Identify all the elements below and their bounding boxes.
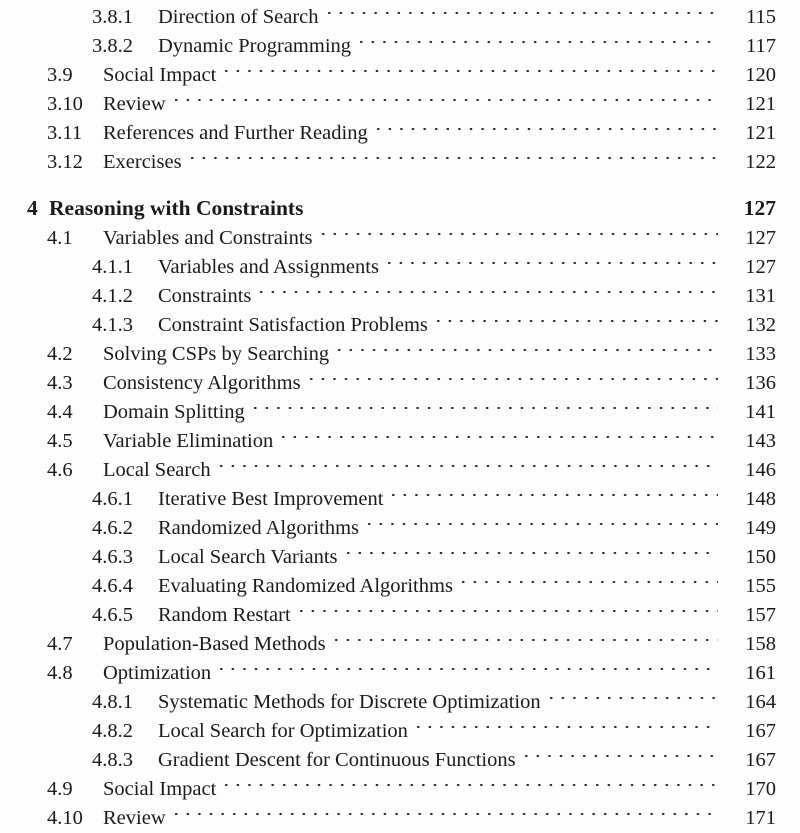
toc-entry-title: Review	[103, 93, 166, 115]
toc-entry-title: Domain Splitting	[103, 401, 245, 423]
toc-entry-title: Constraint Satisfaction Problems	[158, 314, 428, 336]
toc-entry-page-number: 132	[745, 314, 776, 336]
toc-entry-title: References and Further Reading	[103, 122, 368, 144]
toc-entry-row[interactable]	[0, 0, 800, 28]
dot-leader	[260, 273, 718, 302]
toc-entry-row[interactable]	[0, 621, 800, 655]
toc-entry-title: Solving CSPs by Searching	[103, 343, 330, 365]
toc-entry-row[interactable]	[0, 302, 800, 336]
dot-leader	[525, 737, 718, 766]
toc-entry-title: Exercises	[103, 151, 182, 173]
toc-entry-page-number: 150	[745, 546, 776, 568]
toc-entry-title: Gradient Descent for Continuous Functions	[158, 749, 516, 771]
toc-entry-title: Social Impact	[103, 64, 217, 86]
toc-entry-title: Local Search	[103, 459, 211, 481]
toc-entry-number: 4.8.1	[92, 691, 133, 713]
toc-entry-row[interactable]	[0, 563, 800, 597]
toc-entry-title: Constraints	[158, 285, 252, 307]
toc-entry-row[interactable]	[0, 708, 800, 742]
toc-entry-page-number: 122	[745, 151, 776, 173]
dot-leader	[191, 139, 718, 168]
toc-entry-number: 4.1.3	[92, 314, 133, 336]
toc-entry-title: Local Search for Optimization	[158, 720, 408, 742]
toc-entry-title: Randomized Algorithms	[158, 517, 359, 539]
toc-entry-row[interactable]	[0, 679, 800, 713]
toc-entry-row[interactable]	[0, 331, 800, 365]
toc-entry-title: Direction of Search	[158, 6, 319, 28]
toc-entry-number: 4.8	[47, 662, 73, 684]
toc-entry-title: Population-Based Methods	[103, 633, 326, 655]
toc-entry-page-number: 171	[745, 807, 776, 829]
dot-leader	[225, 766, 718, 795]
toc-entry-number: 4.1.1	[92, 256, 133, 278]
toc-entry-number: 4.3	[47, 372, 73, 394]
toc-entry-number: 4.6.1	[92, 488, 133, 510]
toc-entry-page-number: 161	[745, 662, 776, 684]
toc-entry-number: 4.6.3	[92, 546, 133, 568]
toc-entry-page-number: 133	[745, 343, 776, 365]
dot-leader	[328, 0, 718, 23]
dot-leader	[417, 708, 718, 737]
toc-entry-page-number: 141	[745, 401, 776, 423]
dot-leader	[312, 186, 718, 215]
toc-entry-row[interactable]	[0, 766, 800, 800]
toc-entry-row[interactable]	[0, 418, 800, 452]
toc-entry-row[interactable]	[0, 476, 800, 510]
toc-entry-number: 3.8.2	[92, 35, 133, 57]
toc-entry-number: 4.6	[47, 459, 73, 481]
toc-entry-row[interactable]	[0, 215, 800, 249]
toc-entry-row[interactable]	[0, 23, 800, 57]
toc-entry-number: 3.10	[47, 93, 83, 115]
toc-entry-number: 4.7	[47, 633, 73, 655]
dot-leader	[392, 476, 718, 505]
toc-entry-number: 4.6.5	[92, 604, 133, 626]
dot-leader	[377, 110, 718, 139]
toc-entry-row[interactable]	[0, 534, 800, 568]
dot-leader	[254, 389, 718, 418]
toc-entry-number: 4.6.2	[92, 517, 133, 539]
toc-entry-row[interactable]	[0, 360, 800, 394]
toc-entry-title: Review	[103, 807, 166, 829]
dot-leader	[300, 592, 718, 621]
toc-entry-number: 4.1	[47, 227, 73, 249]
toc-entry-row[interactable]	[0, 81, 800, 115]
toc-entry-number: 4.2	[47, 343, 73, 365]
toc-entry-title: Variable Elimination	[103, 430, 274, 452]
dot-leader	[368, 505, 718, 534]
toc-entry-page-number: 164	[745, 691, 776, 713]
toc-entry-page-number: 149	[745, 517, 776, 539]
toc-entry-number: 3.9	[47, 64, 73, 86]
toc-entry-title: Variables and Assignments	[158, 256, 379, 278]
toc-entry-page-number: 167	[745, 720, 776, 742]
toc-entry-page-number: 148	[745, 488, 776, 510]
toc-entry-number: 4.4	[47, 401, 73, 423]
toc-entry-title: Consistency Algorithms	[103, 372, 301, 394]
toc-entry-page-number: 155	[745, 575, 776, 597]
toc-entry-row[interactable]	[0, 52, 800, 86]
dot-leader	[338, 331, 718, 360]
dot-leader	[360, 23, 718, 52]
toc-entry-title: Reasoning with Constraints	[49, 196, 304, 220]
toc-entry-page-number: 127	[743, 196, 776, 220]
dot-leader	[388, 244, 718, 273]
toc-entry-number: 3.11	[47, 122, 83, 144]
toc-entry-page-number: 146	[745, 459, 776, 481]
toc-entry-title: Optimization	[103, 662, 212, 684]
dot-leader	[462, 563, 718, 592]
dot-leader	[225, 52, 718, 81]
toc-entry-row[interactable]	[0, 110, 800, 144]
toc-entry-page-number: 121	[745, 93, 776, 115]
dot-leader	[220, 447, 718, 476]
toc-entry-row[interactable]	[0, 592, 800, 626]
dot-leader	[322, 215, 718, 244]
toc-chapter-row[interactable]	[0, 186, 800, 220]
toc-entry-page-number: 127	[745, 256, 776, 278]
toc-entry-title: Local Search Variants	[158, 546, 338, 568]
toc-entry-row[interactable]	[0, 795, 800, 829]
toc-entry-title: Dynamic Programming	[158, 35, 352, 57]
dot-leader	[335, 621, 718, 650]
toc-entry-page-number: 120	[745, 64, 776, 86]
toc-entry-title: Variables and Constraints	[103, 227, 313, 249]
toc-entry-page-number: 170	[745, 778, 776, 800]
toc-entry-number: 4	[27, 196, 38, 220]
toc-entry-number: 4.5	[47, 430, 73, 452]
toc-entry-number: 4.8.2	[92, 720, 133, 742]
toc-entry-page-number: 158	[745, 633, 776, 655]
dot-leader	[437, 302, 718, 331]
toc-entry-number: 3.12	[47, 151, 83, 173]
toc-entry-row[interactable]	[0, 505, 800, 539]
dot-leader	[220, 650, 718, 679]
toc-entry-page-number: 117	[746, 35, 776, 57]
toc-entry-row[interactable]	[0, 389, 800, 423]
toc-entry-row[interactable]	[0, 650, 800, 684]
toc-entry-page-number: 121	[745, 122, 776, 144]
toc-entry-page-number: 143	[745, 430, 776, 452]
toc-entry-title: Evaluating Randomized Algorithms	[158, 575, 453, 597]
toc-entry-number: 3.8.1	[92, 6, 133, 28]
toc-entry-row[interactable]	[0, 447, 800, 481]
dot-leader	[282, 418, 718, 447]
dot-leader	[310, 360, 718, 389]
toc-entry-title: Iterative Best Improvement	[158, 488, 384, 510]
toc-entry-row[interactable]	[0, 139, 800, 173]
toc-entry-page-number: 131	[745, 285, 776, 307]
toc-entry-page-number: 157	[745, 604, 776, 626]
toc-entry-page-number: 115	[746, 6, 776, 28]
toc-entry-row[interactable]	[0, 273, 800, 307]
toc-entry-number: 4.10	[47, 807, 83, 829]
toc-entry-number: 4.6.4	[92, 575, 133, 597]
dot-leader	[175, 81, 718, 110]
toc-entry-title: Random Restart	[158, 604, 291, 626]
dot-leader	[347, 534, 719, 563]
toc-entry-page-number: 136	[745, 372, 776, 394]
toc-entry-number: 4.1.2	[92, 285, 133, 307]
toc-entry-number: 4.8.3	[92, 749, 133, 771]
toc-entry-number: 4.9	[47, 778, 73, 800]
toc-entry-title: Social Impact	[103, 778, 217, 800]
dot-leader	[175, 795, 718, 824]
dot-leader	[550, 679, 718, 708]
toc-entry-title: Systematic Methods for Discrete Optimization	[158, 691, 541, 713]
toc-entry-page-number: 127	[745, 227, 776, 249]
toc-entry-row[interactable]	[0, 244, 800, 278]
toc-entry-page-number: 167	[745, 749, 776, 771]
toc-entry-row[interactable]	[0, 737, 800, 771]
